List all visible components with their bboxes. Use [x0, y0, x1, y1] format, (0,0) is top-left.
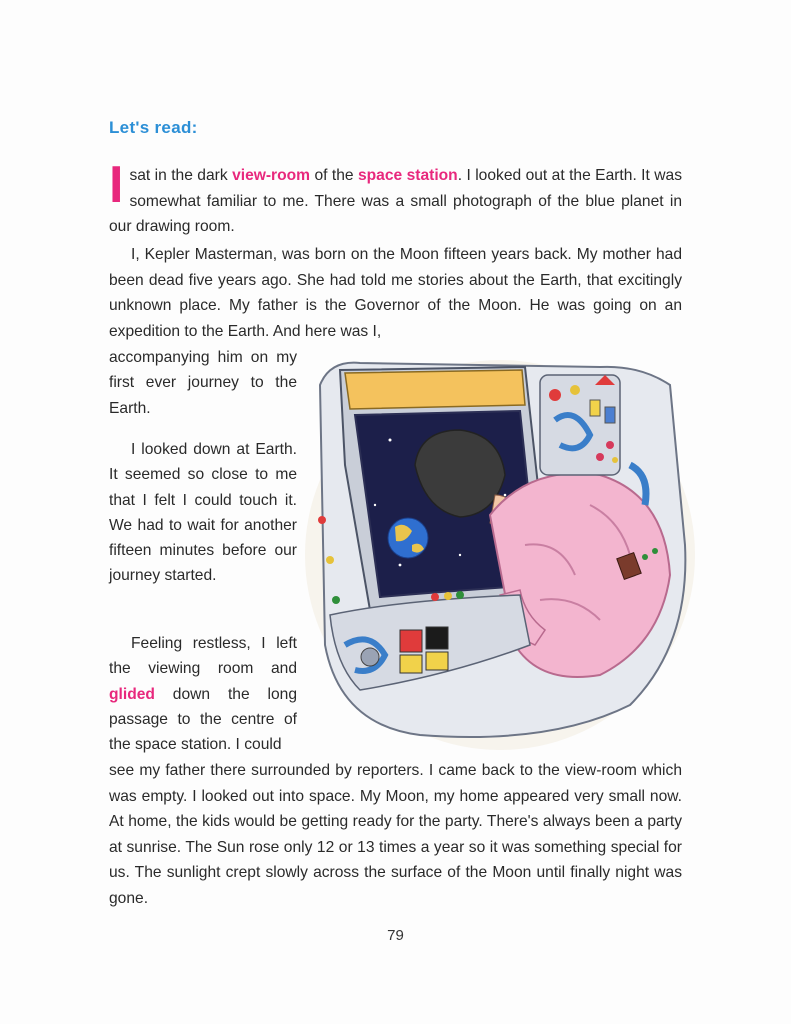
paragraph-restless: Feeling restless, I left the viewing room and glided down the long passage to the centre of the space station. I could [109, 635, 297, 754]
page-number: 79 [387, 927, 404, 944]
highlight-space-station: space station [357, 167, 458, 184]
space-station-illustration [300, 345, 700, 755]
section-heading: Let's read: [109, 118, 198, 137]
highlight-glided: glided [109, 685, 155, 703]
paragraph-kepler: I, Kepler Masterman, was born on the Moon fifteen years back. My mother had been dead five years ago. She had told me stories about the Earth, that excitingly unknown place. My father is the Governor of the Moon. He was going on an expedition to the Earth. And here was I, [109, 246, 682, 340]
paragraph-opening: I sat in the dark view-room of the space station. I looked out at the Earth. It was somewhat familiar to me. There was a small photograph of the blue planet in our drawing room. [109, 156, 682, 235]
highlight-view-room: view-room [232, 167, 311, 184]
paragraph-looked-down: I looked down at Earth. It seemed so close to me that I felt I could touch it. We had to wait for another fifteen minutes before our journey started. [109, 441, 297, 585]
paragraph-journey: accompanying him on my first ever journey to the Earth. [109, 349, 297, 417]
drop-cap: I [109, 156, 124, 214]
earth-icon [388, 518, 428, 558]
paragraph-final: see my father there surrounded by reporters. I came back to the view-room which was empty. I looked out into space. My Moon, my home appeared very small now. At home, the kids would be getting ready for the party. There's always been a party at sunrise. The Sun rose only 12 or 13 times a year so it was something special for us. The sunlight crept slowly across the surface of the Moon until finally night was gone. [109, 762, 682, 907]
